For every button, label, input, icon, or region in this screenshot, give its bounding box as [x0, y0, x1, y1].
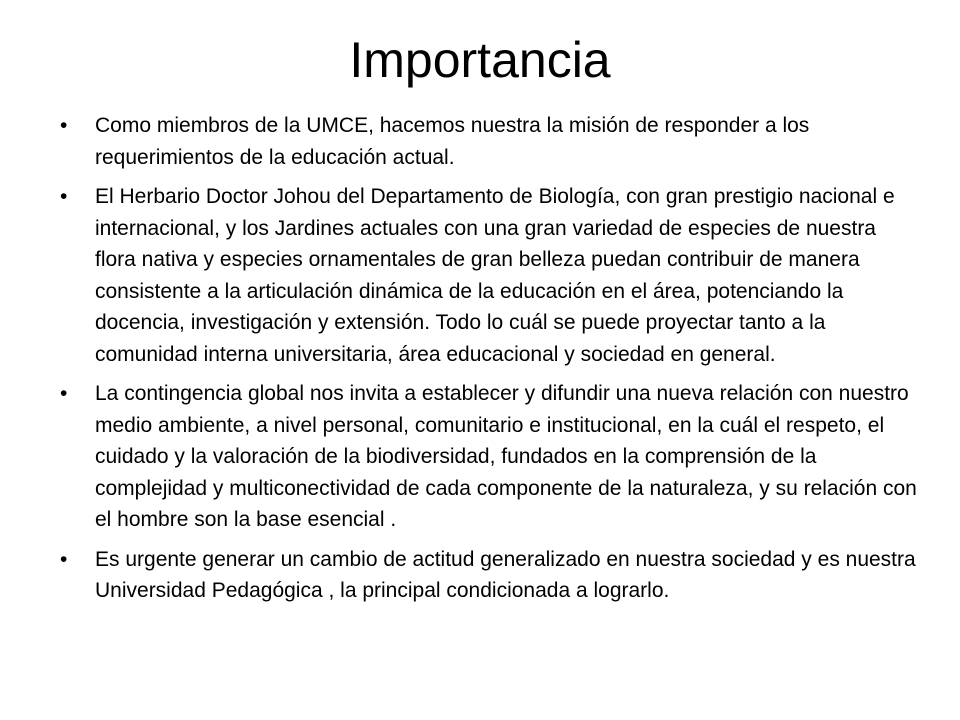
- bullet-text: El Herbario Doctor Johou del Departamento de Biología, con gran prestigio nacional e internacional, y los Jardines actuales con una gran variedad de especies de nuestra flora nativa y especies ornamentales de gran belleza puedan contribuir de manera consistente a la articulación dinámica de la educación en el área, potenciando la docencia, investigación y extensión. Todo lo cuál se puede proyectar tanto a la comunidad interna universitaria, área educacional y sociedad en general.: [95, 185, 895, 366]
- bullet-item: [60, 378, 920, 536]
- bullet-icon: •: [60, 114, 68, 137]
- bullet-icon: •: [60, 547, 68, 571]
- slide-title: Importancia: [349, 32, 611, 88]
- bullet-text: Como miembros de la UMCE, hacemos nuestra la misión de responder a los requerimientos de la educación actual.: [95, 114, 810, 169]
- bullet-icon: •: [60, 185, 68, 208]
- bullet-list: [60, 110, 920, 615]
- bullet-item: [60, 110, 920, 173]
- bullet-icon: •: [60, 382, 68, 405]
- bullet-text: Es urgente generar un cambio de actitud generalizado en nuestra sociedad y es nuestra Universidad Pedagógica , la principal condicionada a lograrlo.: [95, 547, 916, 602]
- bullet-text: La contingencia global nos invita a establecer y difundir una nueva relación con nuestro medio ambiente, a nivel personal, comunitario e institucional, en la cuál el respeto, el cuidado y la valoración de la biodiversidad, fundados en la comprensión de la complejidad y multiconectividad de cada componente de la naturaleza, y su relación con el hombre son la base esencial .: [95, 382, 917, 531]
- bullet-item: [60, 181, 920, 370]
- bullet-item: [60, 544, 920, 607]
